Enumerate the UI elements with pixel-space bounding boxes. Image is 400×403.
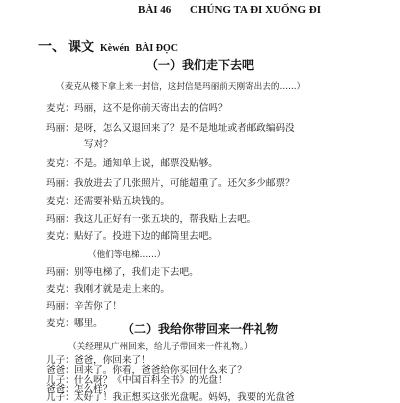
dialogue-text: 太好了！我正想买这张光盘呢。妈妈，我要的光盘爸 (74, 392, 295, 403)
speaker-label: 玛丽： (46, 123, 75, 134)
dialogue-line (46, 175, 295, 189)
dialogue-text: 怎么样？ (74, 384, 113, 395)
dialogue-line (46, 100, 228, 114)
dialogue-text: 爸爸，你回来了！ (74, 355, 151, 366)
section-number: 一、 (38, 39, 66, 55)
dialogue-line (46, 281, 170, 295)
section-title-vietnamese: BÀI ĐỌC (135, 43, 178, 54)
speaker-label: 玛丽： (46, 178, 75, 189)
dialogue-line (46, 228, 218, 242)
lesson-number: BÀI 46 (138, 4, 172, 16)
page-header (0, 4, 400, 18)
speaker-label: 麦克： (46, 196, 75, 207)
part1-stage-note: （麦克从楼下拿上来一封信，这封信是玛丽前天刚寄出去的……） (56, 82, 306, 92)
dialogue-text: 贴好了。投进下边的邮筒里去吧。 (74, 231, 218, 242)
speaker-label: 玛丽： (46, 267, 75, 278)
speaker-label: 儿子： (46, 392, 75, 403)
speaker-label: 儿子： (46, 355, 75, 366)
dialogue-text: 我放进去了几张照片，可能超重了。还欠多少邮票？ (74, 178, 295, 189)
speaker-label: 玛丽： (46, 214, 75, 225)
speaker-label: 麦克： (46, 103, 75, 114)
dialogue-line (46, 155, 218, 169)
dialogue-line (46, 120, 295, 134)
part2-stage-note: （关经理从广州回来，给儿子带回来一件礼物。） (68, 342, 253, 352)
dialogue-text: 哪里。 (74, 318, 103, 329)
speaker-label: 爸爸： (46, 365, 75, 376)
section-title-pinyin: Kèwén (100, 43, 130, 54)
dialogue-line (46, 298, 122, 312)
dialogue-line (46, 193, 170, 207)
dialogue-continuation: 写对？ (84, 139, 113, 150)
dialogue-text: 不是。通知单上说，邮票没贴够。 (74, 158, 218, 169)
speaker-label: 爸爸： (46, 384, 75, 395)
speaker-label: 麦克： (46, 158, 75, 169)
dialogue-line (46, 389, 295, 403)
section-heading (38, 36, 178, 55)
dialogue-line (46, 211, 256, 225)
speaker-label: 麦克： (46, 231, 75, 242)
dialogue-text: 是呀，怎么又退回来了？是不是地址或者邮政编码没 (74, 123, 295, 134)
part1-stage-note-2: （他们等电梯……） (88, 250, 166, 260)
dialogue-text: 什么呀？《中国百科全书》的光盘！ (74, 375, 228, 386)
section-title-chinese: 课文 (68, 40, 95, 55)
part2-title: （二）我给你带回来一件礼物 (121, 322, 278, 336)
dialogue-text: 我刚才就是走上来的。 (74, 284, 170, 295)
speaker-label: 玛丽： (46, 301, 75, 312)
speaker-label: 麦克： (46, 318, 75, 329)
dialogue-line (46, 264, 199, 278)
dialogue-text: 玛丽，这不是你前天寄出去的信吗？ (74, 103, 228, 114)
lesson-title: CHÚNG TA ĐI XUỐNG ĐI (190, 4, 321, 16)
speaker-label: 儿子： (46, 375, 75, 386)
dialogue-text: 我这儿正好有一张五块的，帮我贴上去吧。 (74, 214, 257, 225)
dialogue-text: 回来了。你看，爸爸给你买回什么来了？ (74, 365, 247, 376)
dialogue-text: 还需要补贴五块钱的。 (74, 196, 170, 207)
speaker-label: 麦克： (46, 284, 75, 295)
dialogue-text: 辛苦你了！ (74, 301, 122, 312)
part1-title: （一）我们走下去吧 (145, 58, 254, 72)
dialogue-text: 别等电梯了，我们走下去吧。 (74, 267, 199, 278)
